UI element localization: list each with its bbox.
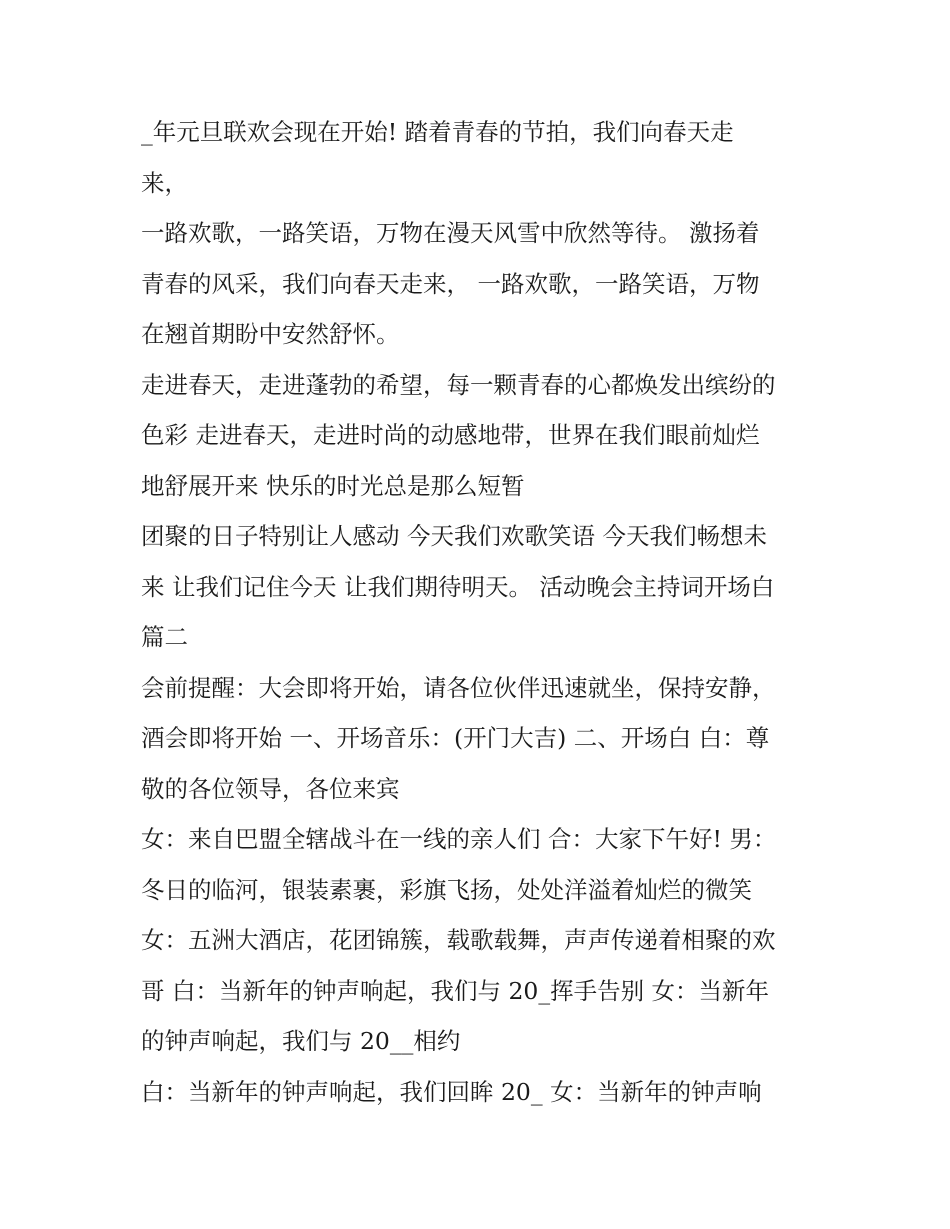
document-body <box>141 110 821 1120</box>
text-line: 地舒展开来 快乐的时光总是那么短暂 <box>141 471 525 500</box>
text-line: 走进春天，走进蓬勃的希望，每一颗青春的心都焕发出缤纷的 <box>141 370 776 399</box>
text-line: 冬日的临河，银装素裹，彩旗飞扬，处处洋溢着灿烂的微笑 <box>141 875 752 904</box>
text-line: 会前提醒：大会即将开始，请各位伙伴迅速就坐，保持安静， <box>141 673 776 702</box>
text-line: 青春的风采，我们向春天走来， 一路欢歌，一路笑语，万物 <box>141 269 760 298</box>
text-line: 女：五洲大酒店，花团锦簇，载歌载舞，声声传递着相聚的欢 <box>141 926 776 954</box>
text-line: 女：来自巴盟全辖战斗在一线的亲人们 合：大家下午好! 男： <box>141 825 777 853</box>
text-line: 酒会即将开始 一、开场音乐：(开门大吉) 二、开场白 白：尊 <box>141 724 770 752</box>
text-line: 在翘首期盼中安然舒怀。 <box>141 320 400 348</box>
text-line: 的钟声响起，我们与 20__相约 <box>141 1027 461 1055</box>
text-line: 一路欢歌，一路笑语，万物在漫天风雪中欣然等待。 激扬着 <box>141 219 760 247</box>
text-line: 篇二 <box>141 623 188 651</box>
text-line: 团聚的日子特别让人感动 今天我们欢歌笑语 今天我们畅想未 <box>141 522 767 550</box>
text-line: 白：当新年的钟声响起，我们回眸 20_ 女：当新年的钟声响 <box>141 1077 762 1106</box>
text-line: 哥 白：当新年的钟声响起，我们与 20_挥手告别 女：当新年 <box>141 976 770 1005</box>
text-line: _年元旦联欢会现在开始! 踏着青春的节拍，我们向春天走 <box>141 118 734 146</box>
text-line: 来 让我们记住今天 让我们期待明天。 活动晚会主持词开场白 <box>141 572 775 601</box>
text-line: 来， <box>141 168 188 197</box>
text-line: 敬的各位领导，各位来宾 <box>141 774 400 803</box>
text-line: 色彩 走进春天，走进时尚的动感地带，世界在我们眼前灿烂 <box>141 421 760 449</box>
